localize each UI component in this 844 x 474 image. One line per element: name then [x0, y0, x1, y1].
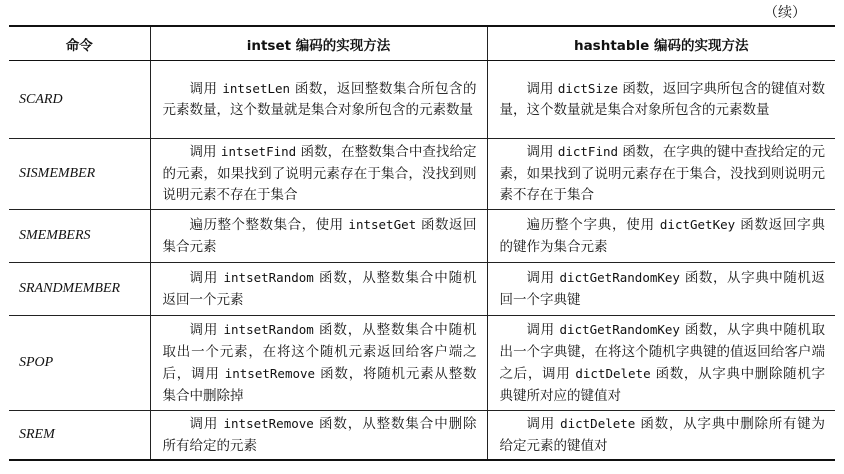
- intset-cell: 调用 intsetFind 函数，在整数集合中查找给定的元素，如果找到了说明元素存在于集合，没找到则说明元素不存在于集合: [150, 139, 487, 210]
- hashtable-cell: 调用 dictFind 函数，在字典的键中查找给定的元素，如果找到了说明元素存在于集合，没找到则说明元素不存在于集合: [487, 139, 835, 210]
- header-hashtable: hashtable 编码的实现方法: [487, 26, 835, 61]
- hashtable-cell: 调用 dictGetRandomKey 函数，从字典中随机取出一个字典键，在将这个随机字典键的值返回给客户端之后，调用 dictDelete 函数，从字典中删除随机字典键所对应的键值对: [487, 316, 835, 411]
- header-intset: intset 编码的实现方法: [150, 26, 487, 61]
- header-command: 命令: [9, 26, 150, 61]
- hashtable-cell: 调用 dictGetRandomKey 函数，从字典中随机返回一个字典键: [487, 263, 835, 316]
- command-cell: SISMEMBER: [9, 139, 150, 210]
- table-row: [9, 210, 835, 263]
- table-row: [9, 316, 835, 411]
- hashtable-cell: 调用 dictDelete 函数，从字典中删除所有键为给定元素的键值对: [487, 411, 835, 461]
- intset-cell: 遍历整个整数集合，使用 intsetGet 函数返回集合元素: [150, 210, 487, 263]
- command-cell: SREM: [9, 411, 150, 461]
- table-row: [9, 411, 835, 461]
- command-cell: SPOP: [9, 316, 150, 411]
- table-row: [9, 263, 835, 316]
- command-cell: SRANDMEMBER: [9, 263, 150, 316]
- table-row: [9, 139, 835, 210]
- hashtable-cell: 遍历整个字典，使用 dictGetKey 函数返回字典的键作为集合元素: [487, 210, 835, 263]
- continued-label: （续）: [764, 5, 806, 21]
- command-cell: SMEMBERS: [9, 210, 150, 263]
- command-cell: SCARD: [9, 61, 150, 139]
- hashtable-cell: 调用 dictSize 函数，返回字典所包含的键值对数量，这个数量就是集合对象所包含的元素数量: [487, 61, 835, 139]
- intset-cell: 调用 intsetLen 函数，返回整数集合所包含的元素数量，这个数量就是集合对象所包含的元素数量: [150, 61, 487, 139]
- table-row: [9, 61, 835, 139]
- table-header-row: [9, 26, 835, 61]
- set-command-table: [9, 25, 835, 461]
- intset-cell: 调用 intsetRemove 函数，从整数集合中删除所有给定的元素: [150, 411, 487, 461]
- intset-cell: 调用 intsetRandom 函数，从整数集合中随机取出一个元素，在将这个随机元素返回给客户端之后，调用 intsetRemove 函数，将随机元素从整数集合中删除掉: [150, 316, 487, 411]
- intset-cell: 调用 intsetRandom 函数，从整数集合中随机返回一个元素: [150, 263, 487, 316]
